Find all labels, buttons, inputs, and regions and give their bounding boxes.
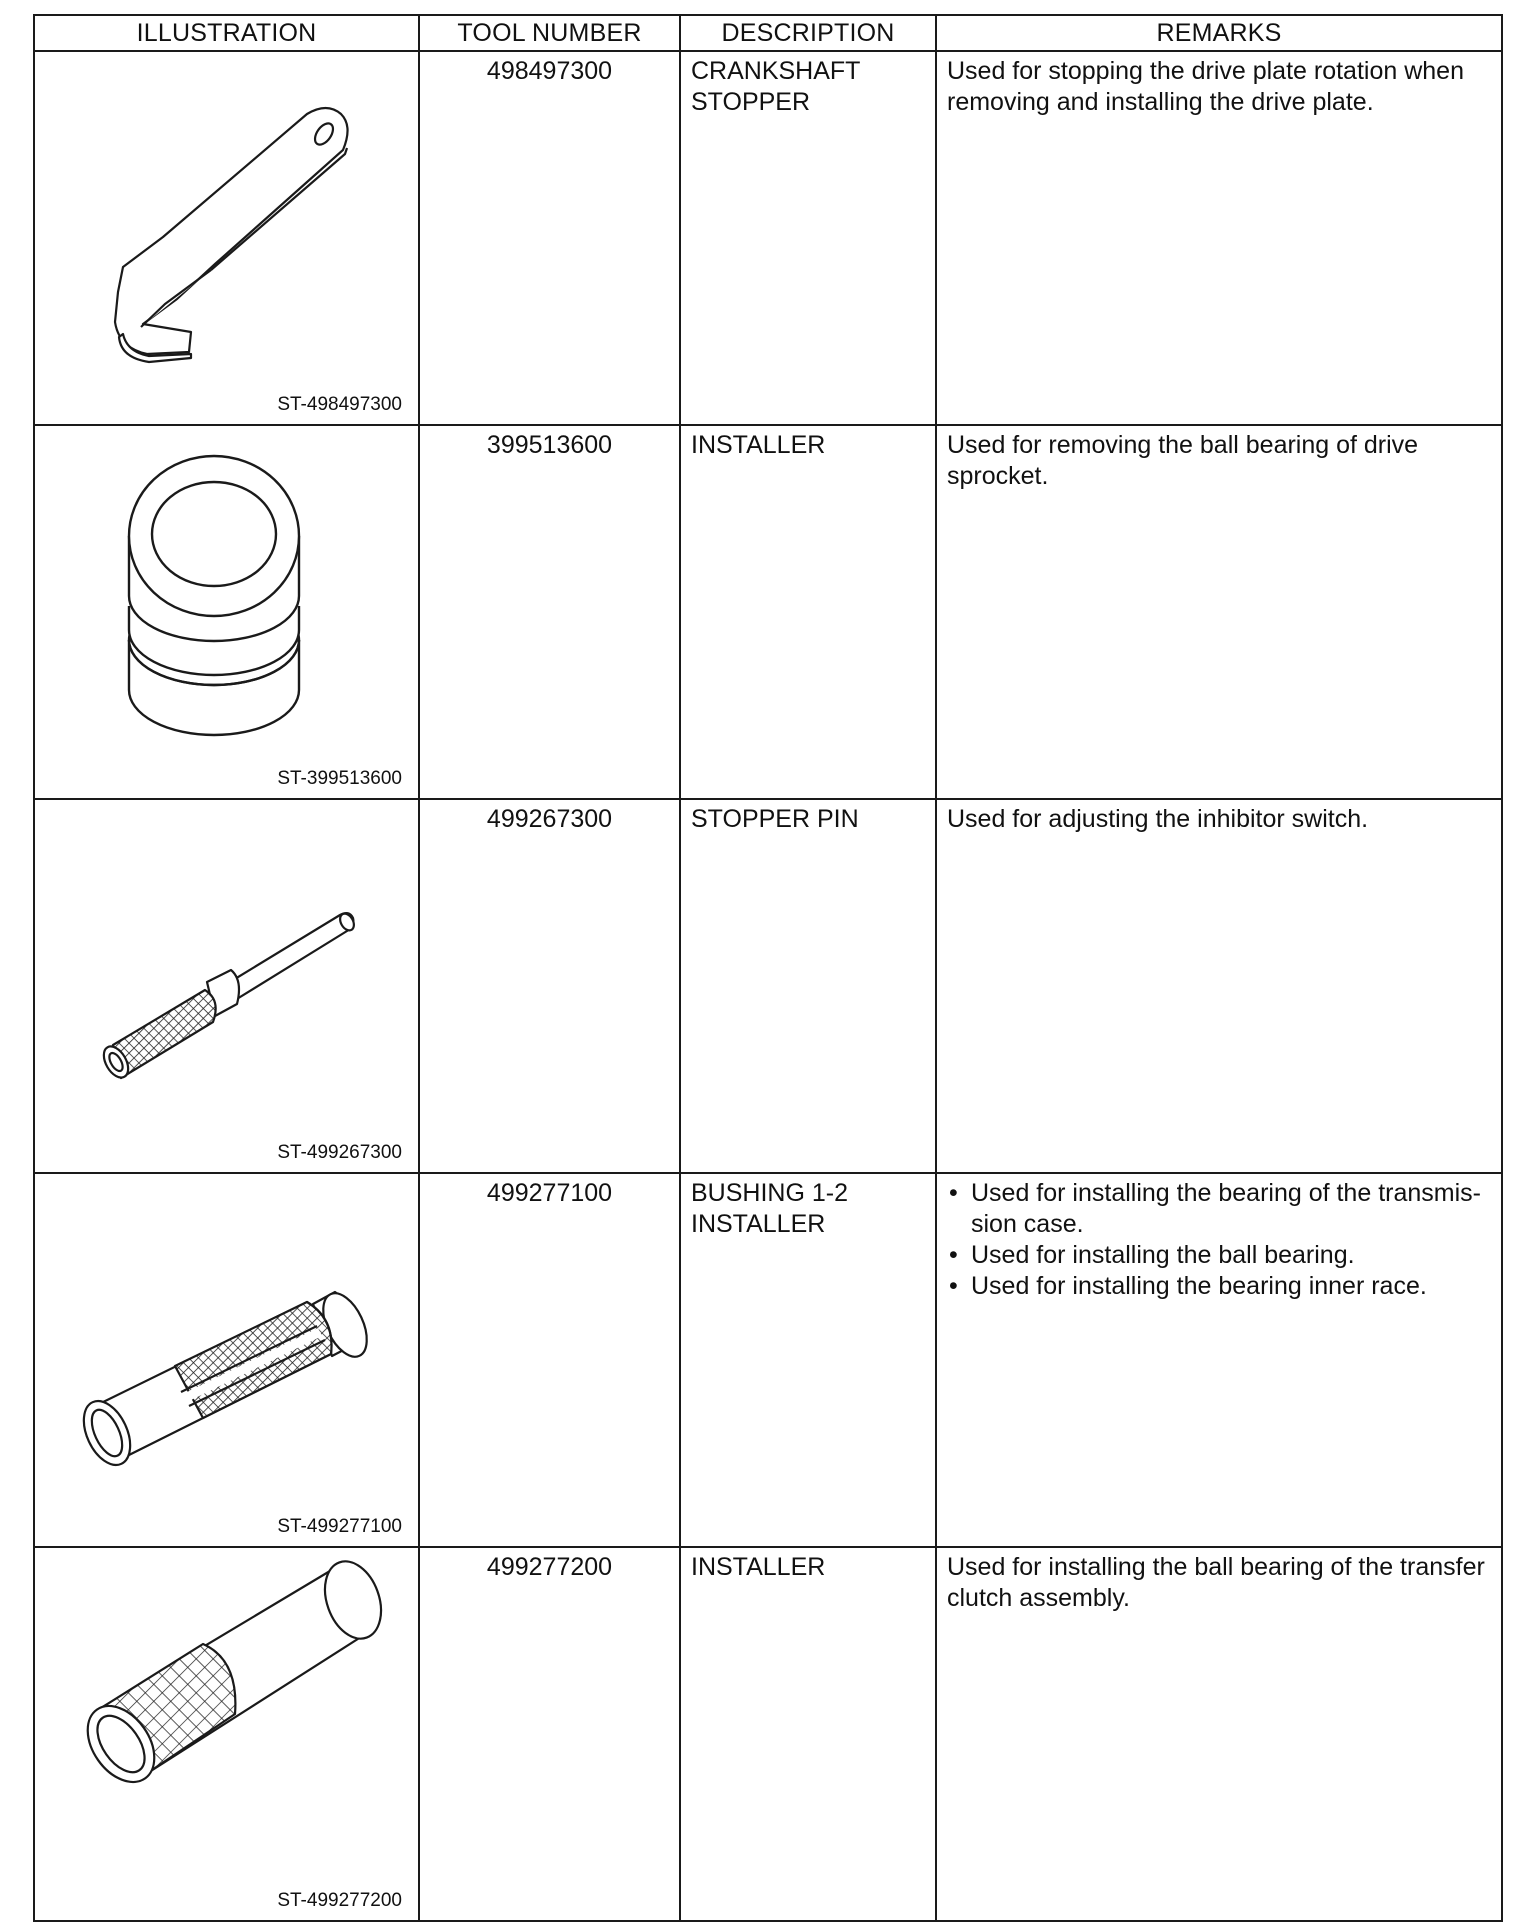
list-item: • Used for installing the bearing inner race. <box>947 1271 1489 1302</box>
installer-disc-icon <box>35 426 418 796</box>
illustration-label: ST-499277200 <box>277 1890 402 1911</box>
description <box>680 1173 936 1547</box>
header-row <box>34 15 1502 51</box>
description <box>680 425 936 799</box>
illustration-label: ST-399513600 <box>277 768 402 789</box>
description-line: STOPPER <box>691 88 811 116</box>
table-row <box>34 51 1502 425</box>
remarks: Used for installing the ball bearing of the transfer clutch assembly. <box>936 1547 1502 1921</box>
illustration-label: ST-498497300 <box>277 394 402 415</box>
header-description: DESCRIPTION <box>680 15 936 51</box>
table-row <box>34 425 1502 799</box>
illustration-cell <box>34 1173 419 1547</box>
table-row <box>34 1173 1502 1547</box>
description-line: INSTALLER <box>691 1210 826 1238</box>
illustration-cell <box>34 799 419 1173</box>
table-row <box>34 1547 1502 1921</box>
description <box>680 51 936 425</box>
remarks <box>936 1173 1502 1547</box>
header-illustration: ILLUSTRATION <box>34 15 419 51</box>
bushing-installer-icon <box>35 1174 418 1544</box>
stopper-pin-icon <box>35 800 418 1170</box>
tool-number: 499277100 <box>419 1173 680 1547</box>
remarks: Used for stopping the drive plate rotation when removing and installing the drive plate. <box>936 51 1502 425</box>
header-tool-number: TOOL NUMBER <box>419 15 680 51</box>
tool-number: 499277200 <box>419 1547 680 1921</box>
illustration-cell <box>34 1547 419 1921</box>
special-tools-table <box>33 14 1503 1922</box>
description-line: INSTALLER <box>691 1553 826 1581</box>
illustration-label: ST-499267300 <box>277 1142 402 1163</box>
remarks: Used for adjusting the inhibitor switch. <box>936 799 1502 1173</box>
remarks-list <box>947 1178 1489 1302</box>
table-row <box>34 799 1502 1173</box>
illustration-cell <box>34 51 419 425</box>
header-remarks: REMARKS <box>936 15 1502 51</box>
description-line: STOPPER PIN <box>691 805 859 833</box>
tool-number: 499267300 <box>419 799 680 1173</box>
description <box>680 1547 936 1921</box>
description-line: BUSHING 1-2 <box>691 1179 848 1207</box>
description <box>680 799 936 1173</box>
tool-number: 399513600 <box>419 425 680 799</box>
illustration-label: ST-499277100 <box>277 1516 402 1537</box>
description-line: CRANKSHAFT <box>691 57 861 85</box>
illustration-cell <box>34 425 419 799</box>
description-line: INSTALLER <box>691 431 826 459</box>
crankshaft-stopper-icon <box>35 52 418 422</box>
tool-number: 498497300 <box>419 51 680 425</box>
list-item: • Used for installing the ball bearing. <box>947 1240 1489 1271</box>
installer-tube-icon <box>35 1548 418 1918</box>
list-item: • Used for installing the bearing of the transmis-sion case. <box>947 1178 1489 1240</box>
remarks: Used for removing the ball bearing of drive sprocket. <box>936 425 1502 799</box>
